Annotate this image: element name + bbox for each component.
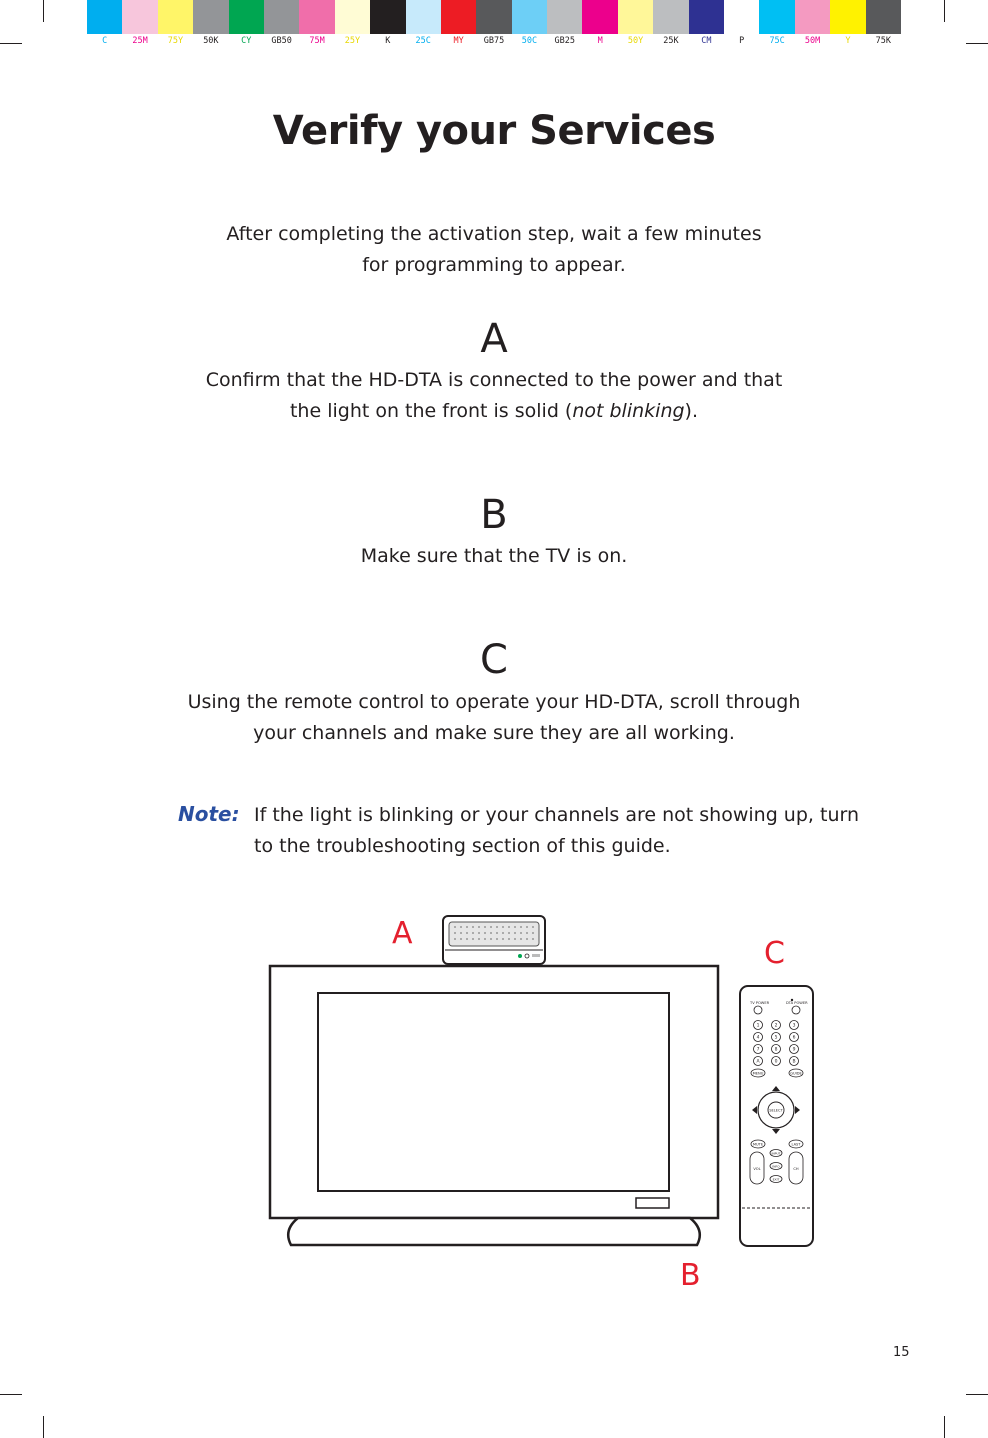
remote-select-label: SELECT bbox=[769, 1108, 783, 1113]
color-swatch-label: 25K bbox=[663, 36, 679, 46]
color-swatch bbox=[335, 0, 370, 34]
color-swatch-label: M bbox=[597, 36, 603, 46]
crop-mark bbox=[43, 1416, 44, 1438]
color-swatch bbox=[406, 0, 441, 34]
color-swatch bbox=[830, 0, 865, 34]
step-b-letter: B bbox=[480, 492, 508, 538]
crop-mark bbox=[966, 43, 988, 44]
color-swatch-label: CY bbox=[241, 36, 252, 46]
step-a-line-1: Confirm that the HD-DTA is connected to the power and that bbox=[205, 369, 783, 391]
remote-key-label: 7 bbox=[756, 1047, 760, 1053]
remote-menu-label: MENU bbox=[752, 1071, 764, 1076]
remote-key-label: 4 bbox=[756, 1035, 760, 1041]
step-a-line-2-after: ). bbox=[684, 400, 698, 422]
color-swatch bbox=[582, 0, 617, 34]
color-swatch bbox=[724, 0, 759, 34]
step-a-line-2-before: the light on the front is solid ( bbox=[289, 400, 573, 422]
remote-input-label: INPUT bbox=[771, 1151, 781, 1156]
color-swatch-label: 75C bbox=[769, 36, 785, 46]
color-swatch-label: 50Y bbox=[627, 36, 644, 46]
color-bar-labels bbox=[87, 36, 901, 46]
color-swatch bbox=[795, 0, 830, 34]
crop-mark bbox=[43, 0, 44, 22]
figure-label-b: B bbox=[680, 1258, 701, 1293]
color-swatch-label: 25M bbox=[132, 36, 148, 46]
color-swatch-label: 75K bbox=[875, 36, 891, 46]
setup-illustration bbox=[0, 900, 988, 1300]
remote-mute-label: MUTE bbox=[752, 1142, 764, 1147]
remote-last-label: LAST bbox=[791, 1142, 801, 1147]
remote-key-label: 1 bbox=[756, 1023, 760, 1029]
remote-key-label: 8 bbox=[774, 1047, 778, 1053]
figure-label-a: A bbox=[392, 916, 413, 951]
remote-exit-label: EXIT bbox=[772, 1177, 780, 1182]
remote-key-label: 5 bbox=[774, 1035, 778, 1041]
remote-tv-power-label: TV POWER bbox=[750, 1001, 770, 1005]
color-swatch bbox=[441, 0, 476, 34]
color-swatch-label: C bbox=[102, 36, 108, 46]
remote-key-label: 0 bbox=[774, 1059, 778, 1065]
remote-guide-label: GUIDE bbox=[790, 1071, 802, 1076]
tv-setup-drawing bbox=[0, 900, 988, 1300]
color-swatch-label: GB75 bbox=[483, 36, 505, 46]
note-text: If the light is blinking or your channels are not showing up, turn to the troubleshooting section of this guide. bbox=[254, 804, 860, 857]
color-swatch bbox=[653, 0, 688, 34]
color-swatch bbox=[122, 0, 157, 34]
step-c-line-2: your channels and make sure they are all working. bbox=[253, 722, 735, 744]
step-a-letter: A bbox=[480, 316, 508, 362]
step-c-text bbox=[0, 687, 988, 749]
color-swatch bbox=[866, 0, 901, 34]
remote-volume-label: VOL bbox=[753, 1167, 761, 1171]
step-a-text bbox=[0, 365, 988, 427]
color-swatch-label: K bbox=[385, 36, 391, 46]
color-swatch bbox=[512, 0, 547, 34]
color-swatch bbox=[299, 0, 334, 34]
remote-key-label: 3 bbox=[792, 1023, 796, 1029]
color-swatch bbox=[689, 0, 724, 34]
remote-control bbox=[740, 986, 813, 1246]
color-swatch-label: 50C bbox=[521, 36, 538, 46]
remote-channel-label: CH bbox=[793, 1167, 799, 1171]
remote-dta-power-label: DTA POWER bbox=[786, 1001, 808, 1005]
remote-dta-power-button bbox=[792, 1006, 800, 1014]
color-swatch bbox=[87, 0, 122, 34]
step-b-line-1: Make sure that the TV is on. bbox=[360, 545, 628, 567]
intro-line-2: for programming to appear. bbox=[362, 254, 626, 276]
color-swatch-label: 50M bbox=[804, 36, 821, 46]
color-swatch-label: 75Y bbox=[167, 36, 184, 46]
color-swatch-label: 75M bbox=[309, 36, 325, 46]
color-swatch bbox=[229, 0, 264, 34]
remote-key-label: A bbox=[756, 1059, 760, 1065]
intro-line-1: After completing the activation step, wait a few minutes bbox=[226, 223, 762, 245]
figure-label-c: C bbox=[764, 936, 785, 971]
page-title: Verify your Services bbox=[272, 108, 716, 154]
color-swatch bbox=[158, 0, 193, 34]
color-bar bbox=[87, 0, 901, 34]
step-c-letter: C bbox=[480, 637, 508, 683]
dta-status-light bbox=[518, 954, 522, 958]
color-swatch-label: GB25 bbox=[554, 36, 576, 46]
remote-key-label: 9 bbox=[792, 1047, 796, 1053]
page-number: 15 bbox=[893, 1345, 910, 1360]
color-swatch bbox=[759, 0, 794, 34]
hd-dta-box bbox=[443, 916, 545, 964]
crop-mark bbox=[944, 1416, 945, 1438]
color-swatch bbox=[618, 0, 653, 34]
remote-key-label: 6 bbox=[792, 1035, 796, 1041]
crop-mark bbox=[0, 43, 22, 44]
color-swatch-label: 25C bbox=[415, 36, 431, 46]
step-a-line-2 bbox=[0, 396, 988, 427]
remote-key-label: B bbox=[792, 1059, 796, 1065]
color-swatch-label: P bbox=[739, 36, 745, 46]
step-c-line-1: Using the remote control to operate your HD-DTA, scroll through bbox=[187, 691, 801, 713]
television bbox=[270, 966, 718, 1245]
color-swatch-label: Y bbox=[845, 36, 851, 46]
intro-paragraph bbox=[0, 219, 988, 281]
color-swatch-label: MY bbox=[453, 36, 464, 46]
color-swatch bbox=[547, 0, 582, 34]
color-swatch bbox=[264, 0, 299, 34]
color-swatch bbox=[370, 0, 405, 34]
remote-info-label: INFO bbox=[772, 1164, 780, 1169]
note-label: Note: bbox=[178, 802, 240, 826]
step-b-text bbox=[0, 541, 988, 572]
crop-mark bbox=[0, 1394, 22, 1395]
step-a-emphasis: not blinking bbox=[572, 400, 685, 422]
crop-mark bbox=[966, 1394, 988, 1395]
color-swatch bbox=[476, 0, 511, 34]
color-swatch-label: CM bbox=[701, 36, 712, 46]
remote-tv-power-button bbox=[754, 1006, 762, 1014]
color-swatch-label: 25Y bbox=[344, 36, 361, 46]
crop-mark bbox=[944, 0, 945, 22]
color-swatch-label: GB50 bbox=[271, 36, 292, 46]
color-swatch bbox=[193, 0, 228, 34]
color-swatch-label: 50K bbox=[203, 36, 219, 46]
remote-key-label: 2 bbox=[774, 1023, 778, 1029]
